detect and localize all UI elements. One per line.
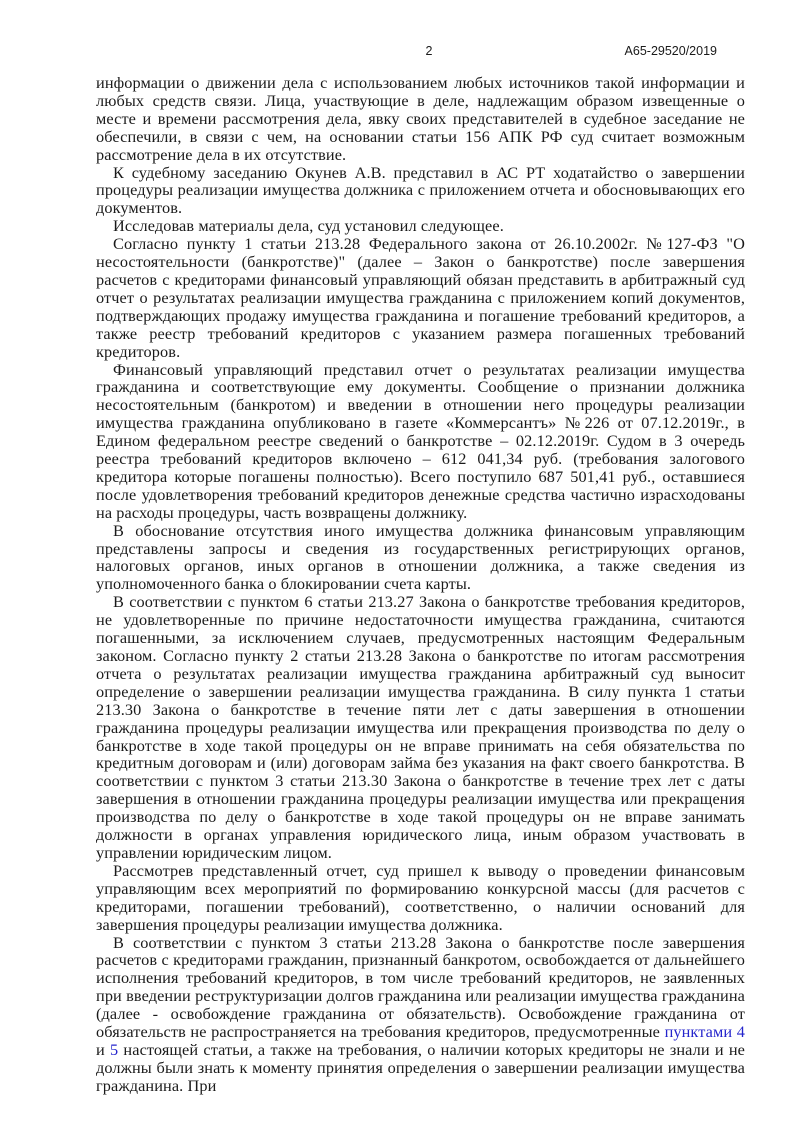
text-run: В соответствии с пунктом 6 статьи 213.27 Закона о банкротстве требования кредиторов, не удовлетворенные по причине недостаточности имущества гражданина, считаются погашенными, за исключением случаев, предусмотренных настоящим Федеральным законом. Согласно пункту 2 статьи 213.28 Закона о банкротстве по итогам рассмотрения отчета о результатах реализации имущества гражданина арбитражный суд выносит определение о завершении реализации имущества гражданина. В силу пункта 1 статьи 213.30 Закона о банкротстве в течение пяти лет с даты завершения в отношении гражданина процедуры реализации имущества или прекращения производства по делу о банкротстве в ходе такой процедуры он не вправе принимать на себя обязательства по кредитным договорам и (или) договорам займа без указания на факт своего банкротства. В соответствии с пунктом 3 статьи 213.30 Закона о банкротстве в течение трех лет с даты завершения в отношении гражданина процедуры реализации имущества или прекращения производства по делу о банкротстве в ходе такой процедуры он не вправе занимать должности в органах управления юридического лица, иным образом участвовать в управлении юридическим лицом. [96,592,745,862]
text-run: настоящей статьи, а также на требования, о наличии которых кредиторы не знали и не должны были знать к моменту принятия определения о завершении реализации имущества гражданина. При [96,1039,745,1095]
text-run: информации о движении дела с использованием любых источников такой информации и любых средств связи. Лица, участвующие в деле, надлежащим образом извещенные о месте и времени рассмотрения дела, явку своих представителей в судебное заседание не обеспечили, в связи с чем, на основании статьи 156 АПК РФ суд считает возможным рассмотрение дела в их отсутствие. [96,73,745,164]
text-run: Рассмотрев представленный отчет, суд пришел к выводу о проведении финансовым управляющим всех мероприятий по формированию конкурсной массы (для расчетов с кредиторами, погашении требований), соответственно, о наличии оснований для завершения процедуры реализации имущества должника. [96,860,745,934]
text-run: и [96,1039,110,1059]
text-run: К судебному заседанию Окунев А.В. представил в АС РТ ходатайство о завершении процедуры реализации имущества должника с приложением отчета и обосновывающих его документов. [96,162,745,218]
paragraph [96,217,745,235]
document-body [96,74,745,1095]
link-punkt-4[interactable]: пунктами 4 [664,1022,745,1042]
link-punkt-5[interactable]: 5 [110,1039,119,1059]
paragraph [96,74,745,164]
text-run: Исследовав материалы дела, суд установил следующее. [113,216,504,236]
text-run: В соответствии с пунктом 3 статьи 213.28 Закона о банкротстве после завершения расчетов с кредиторами гражданин, признанный банкротом, освобождается от дальнейшего исполнения требований кредиторов, в том числе требований кредиторов, не заявленных при введении реструктуризации долгов гражданина или реализации имущества гражданина (далее - освобождение гражданина от обязательств). Освобождение гражданина от обязательств не распространяется на требования кредиторов, предусмотренные [96,932,745,1042]
case-number: А65-29520/2019 [624,44,717,58]
paragraph [96,862,745,934]
paragraph [96,593,745,862]
paragraph [96,235,745,360]
text-run: Согласно пункту 1 статьи 213.28 Федерального закона от 26.10.2002г. №127-ФЗ "О несостоятельности (банкротстве)" (далее – Закон о банкротстве) после завершения расчетов с кредиторами финансовый управляющий обязан представить в арбитражный суд отчет о результатах реализации имущества гражданина с приложением копий документов, подтверждающих продажу имущества гражданина и погашение требований кредиторов, а также реестр требований кредиторов с указанием размера погашенных требований кредиторов. [96,234,745,361]
page-number: 2 [425,44,433,58]
text-run: В обоснование отсутствия иного имущества должника финансовым управляющим представлены запросы и сведения из государственных регистрирующих органов, налоговых органов, иных органов в отношении должника, а также сведения из уполномоченного банка о блокировании счета карты. [96,520,745,594]
paragraph [96,522,745,594]
page-header [96,44,745,60]
paragraph [96,934,745,1095]
paragraph [96,361,745,522]
paragraph [96,164,745,218]
text-run: Финансовый управляющий представил отчет о результатах реализации имущества гражданина и соответствующие ему документы. Сообщение о признании должника несостоятельным (банкротом) и введении в отношении него процедуры реализации имущества гражданина опубликовано в газете «Коммерсантъ» №226 от 07.12.2019г., в Едином федеральном реестре сведений о банкротстве – 02.12.2019г. Судом в 3 очередь реестра требований кредиторов включено – 612 041,34 руб. (требования залогового кредитора которые погашены полностью). Всего поступило 687 501,41 руб., оставшиеся после удовлетворения требований кредиторов денежные средства частично израсходованы на расходы процедуры, часть возвращены должнику. [96,359,745,522]
